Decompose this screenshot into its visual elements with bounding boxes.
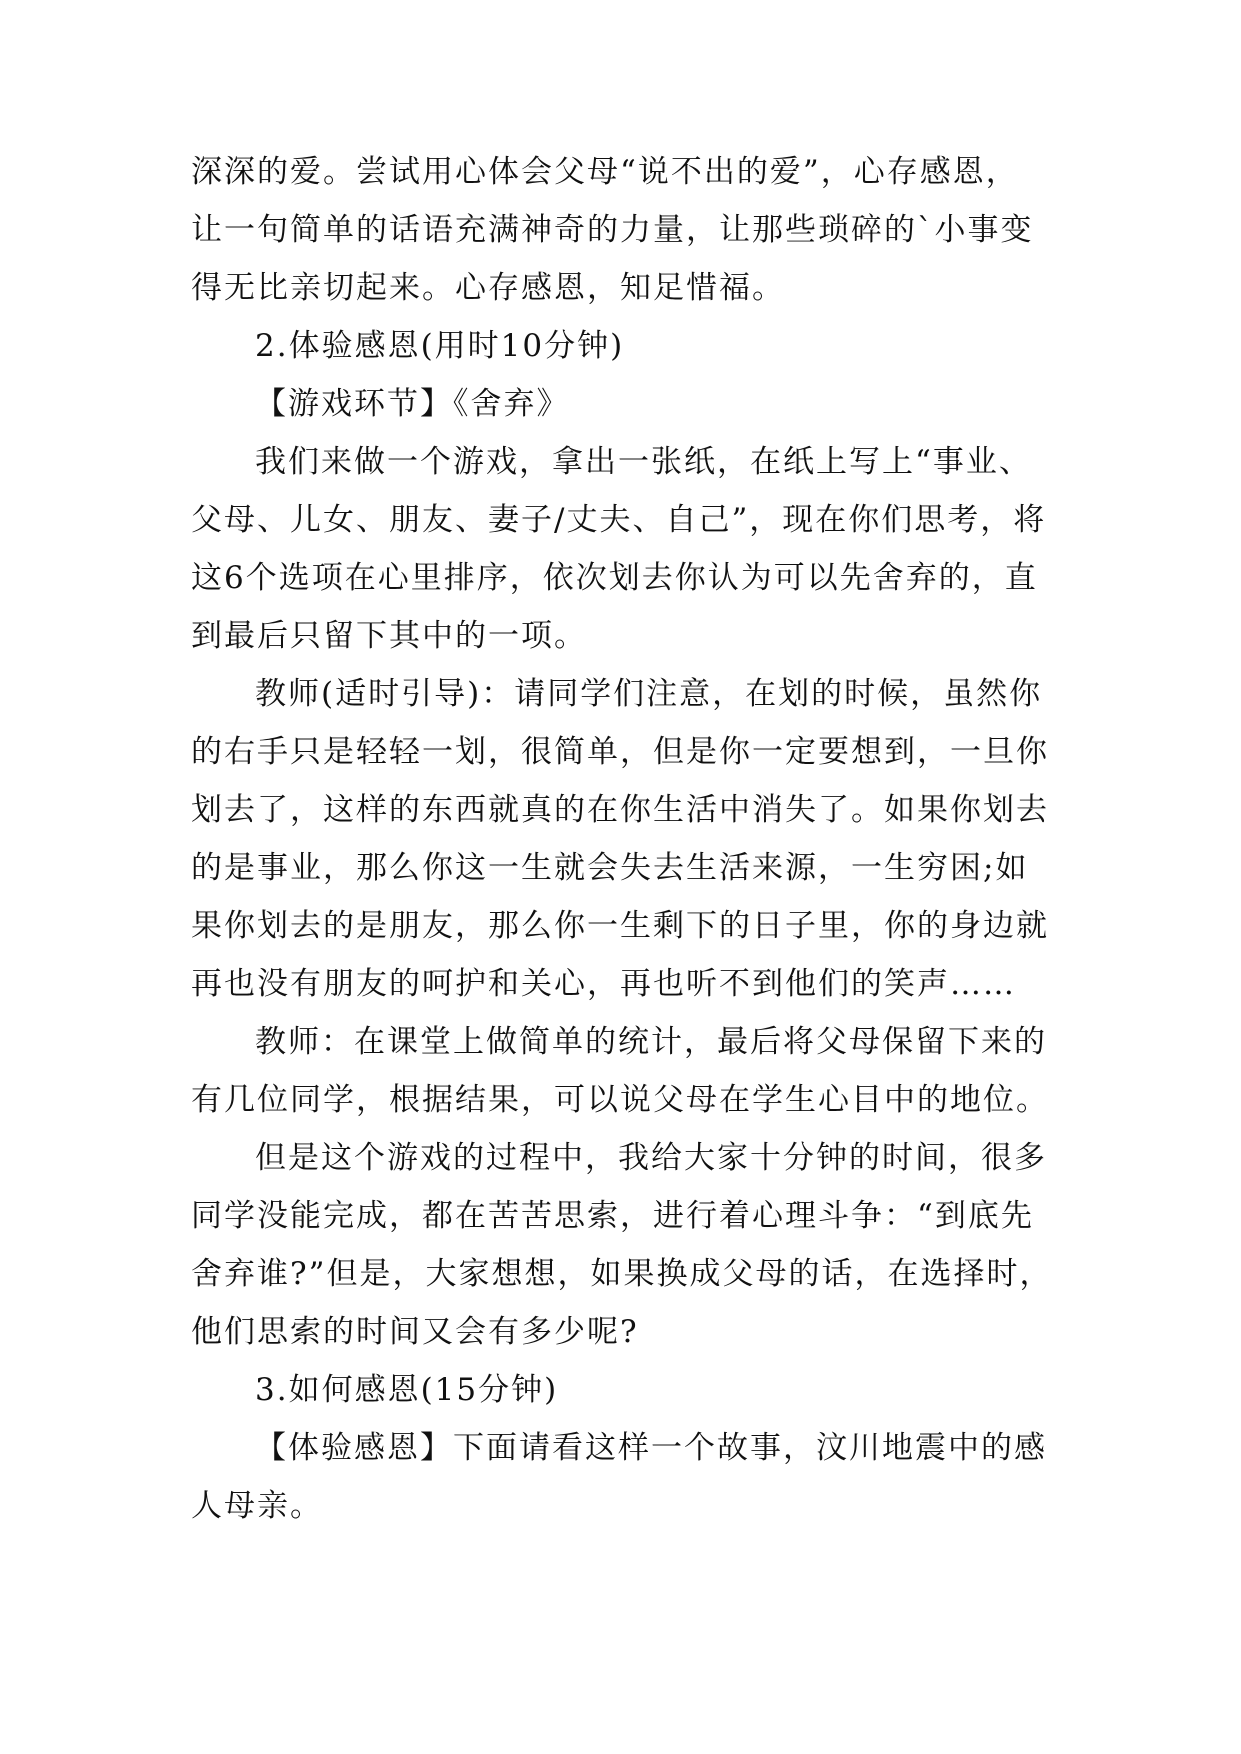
text-line: 的是事业，那么你这一生就会失去生活来源，一生穷困;如 (191, 850, 1029, 886)
section-heading: 3.如何感恩(15分钟) (255, 1372, 559, 1408)
text-line: 【体验感恩】下面请看这样一个故事，汶川地震中的感 (255, 1430, 1047, 1466)
text-line: 教师：在课堂上做简单的统计，最后将父母保留下来的 (255, 1024, 1047, 1060)
text-line: 的右手只是轻轻一划，很简单，但是你一定要想到，一旦你 (191, 734, 1049, 770)
text-line: 父母、儿女、朋友、妻子/丈夫、自己”，现在你们思考，将 (191, 502, 1047, 538)
text-line: 这6个选项在心里排序，依次划去你认为可以先舍弃的，直 (191, 560, 1038, 596)
text-line: 人母亲。 (191, 1488, 323, 1524)
text-line: 同学没能完成，都在苦苦思索，进行着心理斗争：“到底先 (191, 1198, 1034, 1234)
section-heading: 2.体验感恩(用时10分钟) (255, 328, 625, 364)
text-line: 到最后只留下其中的一项。 (191, 618, 587, 654)
text-line: 我们来做一个游戏，拿出一张纸，在纸上写上“事业、 (255, 444, 1032, 480)
text-line: 深深的爱。尝试用心体会父母“说不出的爱”，心存感恩， (191, 154, 1019, 190)
text-line: 得无比亲切起来。心存感恩，知足惜福。 (191, 270, 785, 306)
text-line: 再也没有朋友的呵护和关心，再也听不到他们的笑声…… (191, 966, 1016, 1002)
text-line: 但是这个游戏的过程中，我给大家十分钟的时间，很多 (255, 1140, 1047, 1176)
text-line: 教师(适时引导)：请同学们注意，在划的时候，虽然你 (255, 676, 1043, 712)
text-line: 舍弃谁?”但是，大家想想，如果换成父母的话，在选择时， (191, 1256, 1053, 1292)
text-line: 果你划去的是朋友，那么你一生剩下的日子里，你的身边就 (191, 908, 1049, 944)
game-heading: 【游戏环节】《舍弃》 (255, 386, 570, 422)
text-line: 划去了，这样的东西就真的在你生活中消失了。如果你划去 (191, 792, 1049, 828)
text-line: 让一句简单的话语充满神奇的力量，让那些琐碎的`小事变 (191, 212, 1034, 248)
text-line: 有几位同学，根据结果，可以说父母在学生心目中的地位。 (191, 1082, 1049, 1118)
text-line: 他们思索的时间又会有多少呢? (191, 1314, 639, 1350)
